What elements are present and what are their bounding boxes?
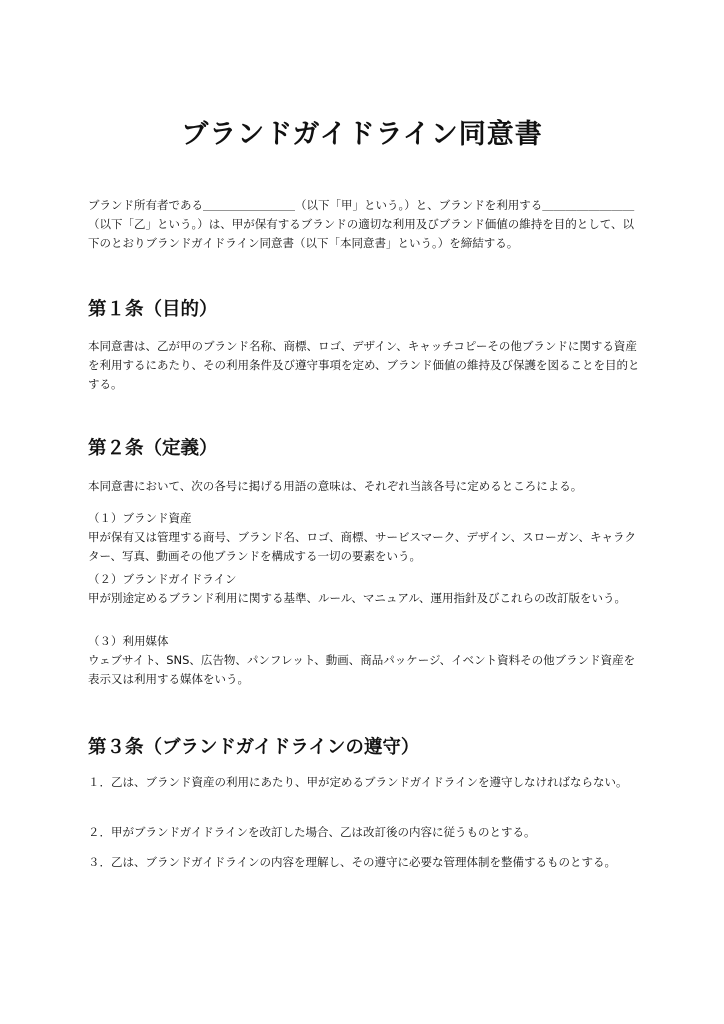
article-1-body <box>88 337 644 394</box>
definition-text: 甲が保有又は管理する商号、ブランド名、ロゴ、商標、サービスマーク、デザイン、スローガン、キャラクター、写真、動画その他ブランドを構成する一切の要素をいう。 <box>88 530 636 563</box>
article-1-heading: 第１条（目的） <box>88 299 218 320</box>
definition-item <box>88 570 644 608</box>
page-title: ブランドガイドライン同意書 <box>181 119 543 150</box>
article-2-heading: 第２条（定義） <box>88 438 218 459</box>
article-2-lead <box>88 477 644 496</box>
definition-term: （２）ブランドガイドライン <box>88 572 237 586</box>
article-3-item <box>88 773 644 792</box>
intro-paragraph <box>88 196 644 253</box>
article-3-item-text: １．乙は、ブランド資産の利用にあたり、甲が定めるブランドガイドラインを遵守しなければならない。 <box>88 775 628 789</box>
article-3-item-text: ２．甲がブランドガイドラインを改訂した場合、乙は改訂後の内容に従うものとする。 <box>88 825 536 839</box>
definition-term: （３）利用媒体 <box>88 634 169 648</box>
definition-text: ウェブサイト、SNS、広告物、パンフレット、動画、商品パッケージ、イベント資料その他ブランド資産を表示又は利用する媒体をいう。 <box>88 653 636 686</box>
definition-text: 甲が別途定めるブランド利用に関する基準、ルール、マニュアル、運用指針及びこれらの改訂版をいう。 <box>88 591 626 605</box>
intro-text: ブランド所有者である＿＿＿＿＿＿＿＿（以下「甲」という。）と、ブランドを利用する＿＿＿＿＿＿＿＿（以下「乙」という。）は、甲が保有するブランドの適切な利用及びブランド価値の維持を目的として、以下のとおりブランドガイドライン同意書（以下「本同意書」という。）を締結する。 <box>88 198 635 250</box>
article-3-item <box>88 853 644 872</box>
article-3-item <box>88 823 644 842</box>
definition-item <box>88 632 644 689</box>
article-3-item-text: ３．乙は、ブランドガイドラインの内容を理解し、その遵守に必要な管理体制を整備するものとする。 <box>88 855 616 869</box>
article-1-text: 本同意書は、乙が甲のブランド名称、商標、ロゴ、デザイン、キャッチコピーその他ブランドに関する資産を利用するにあたり、その利用条件及び遵守事項を定め、ブランド価値の維持及び保護を図ることを目的とする。 <box>88 339 640 391</box>
article-3-heading: 第３条（ブランドガイドラインの遵守） <box>88 737 420 758</box>
definition-item <box>88 509 644 566</box>
definition-term: （１）ブランド資産 <box>88 511 192 525</box>
article-2-lead-text: 本同意書において、次の各号に掲げる用語の意味は、それぞれ当該各号に定めるところによる。 <box>88 479 583 493</box>
